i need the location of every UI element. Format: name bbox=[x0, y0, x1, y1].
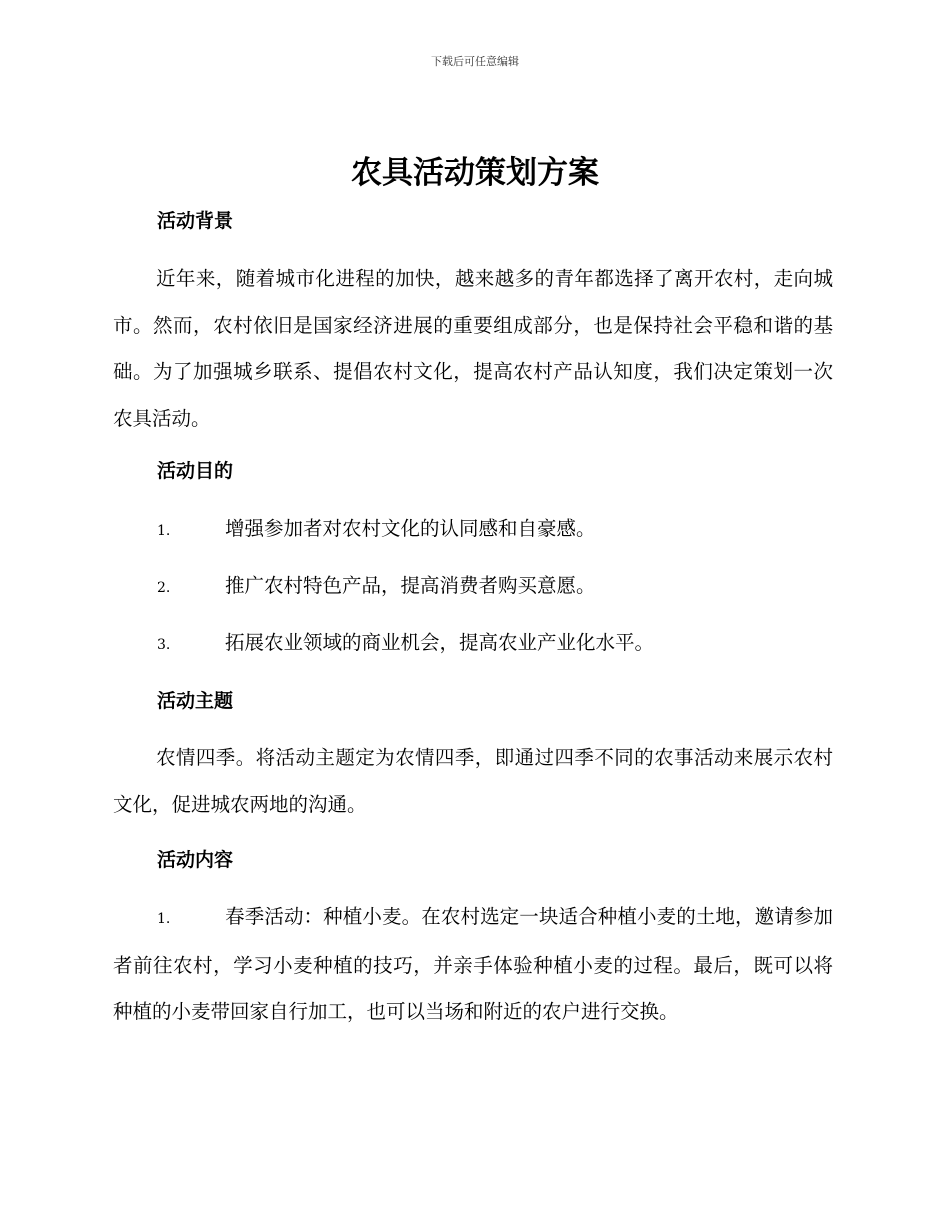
list-item-text: 增强参加者对农村文化的认同感和自豪感。 bbox=[225, 517, 596, 540]
page-header-note: 下载后可任意编辑 bbox=[431, 55, 519, 68]
purpose-list-item bbox=[157, 572, 837, 602]
list-item-text: 推广农村特色产品，提高消费者购买意愿。 bbox=[225, 574, 596, 597]
theme-paragraph: 农情四季。将活动主题定为农情四季，即通过四季不同的农事活动来展示农村文化，促进城农两地的沟通。 bbox=[113, 746, 833, 816]
list-number: 1. bbox=[157, 911, 171, 927]
list-number: 1. bbox=[157, 523, 171, 539]
list-item-text: 拓展农业领域的商业机会，提高农业产业化水平。 bbox=[225, 631, 655, 654]
section-heading-purpose: 活动目的 bbox=[157, 460, 234, 482]
background-paragraph: 近年来，随着城市化进程的加快，越来越多的青年都选择了离开农村，走向城市。然而，农村依旧是国家经济进展的重要组成部分，也是保持社会平稳和谐的基础。为了加强城乡联系、提倡农村文化，提高农村产品认知度，我们决定策划一次农具活动。 bbox=[113, 267, 833, 430]
document-title: 农具活动策划方案 bbox=[351, 155, 599, 191]
section-heading-theme: 活动主题 bbox=[157, 690, 234, 712]
content-list-item bbox=[113, 894, 833, 1036]
purpose-list-item bbox=[157, 515, 837, 545]
list-item-text: 春季活动：种植小麦。在农村选定一块适合种植小麦的土地，邀请参加者前往农村，学习小麦种植的技巧，并亲手体验种植小麦的过程。最后，既可以将种植的小麦带回家自行加工，也可以当场和附近的农户进行交换。 bbox=[113, 905, 833, 1023]
list-number: 2. bbox=[157, 580, 171, 596]
section-heading-content: 活动内容 bbox=[157, 849, 234, 871]
section-heading-background: 活动背景 bbox=[157, 210, 234, 232]
purpose-list-item bbox=[157, 629, 837, 659]
list-number: 3. bbox=[157, 637, 171, 653]
